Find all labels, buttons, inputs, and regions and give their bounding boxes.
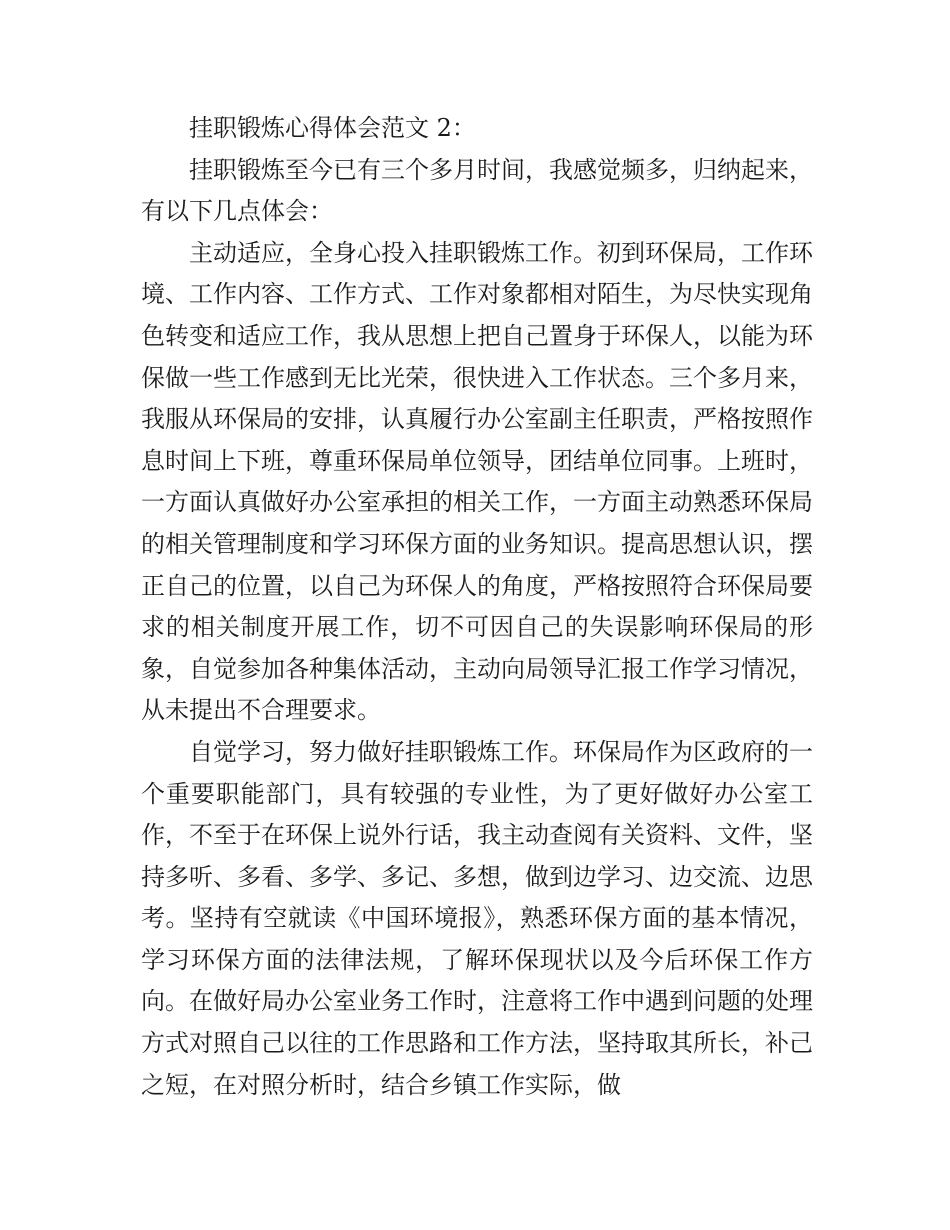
- paragraph-adapt: 主动适应，全身心投入挂职锻炼工作。初到环保局，工作环境、工作内容、工作方式、工作对象都相对陌生，为尽快实现角色转变和适应工作，我从思想上把自己置身于环保人，以能为环保做一些工作感到无比光荣，很快进入工作状态。三个多月来，我服从环保局的安排，认真履行办公室副主任职责，严格按照作息时间上下班，尊重环保局单位领导，团结单位同事。上班时，一方面认真做好办公室承担的相关工作，一方面主动熟悉环保局的相关管理制度和学习环保方面的业务知识。提高思想认识，摆正自己的位置，以自己为环保人的角度，严格按照符合环保局要求的相关制度开展工作，切不可因自己的失误影响环保局的形象，自觉参加各种集体活动，主动向局领导汇报工作学习情况，从未提出不合理要求。: [141, 238, 813, 725]
- document-body: [141, 108, 813, 1106]
- document-heading: 挂职锻炼心得体会范文 2：: [189, 114, 476, 142]
- paragraph-study: 自觉学习，努力做好挂职锻炼工作。环保局作为区政府的一个重要职能部门，具有较强的专业性，为了更好做好办公室工作，不至于在环保上说外行话，我主动查阅有关资料、文件，坚持多听、多看、多学、多记、多想，做到边学习、边交流、边思考。坚持有空就读《中国环境报》，熟悉环保方面的基本情况，学习环保方面的法律法规，了解环保现状以及今后环保工作方向。在做好局办公室业务工作时，注意将工作中遇到问题的处理方式对照自己以往的工作思路和工作方法，坚持取其所长，补己之短，在对照分析时，结合乡镇工作实际，做: [141, 737, 813, 1099]
- paragraph-intro: 挂职锻炼至今已有三个多月时间，我感觉频多，归纳起来，有以下几点体会：: [141, 155, 813, 226]
